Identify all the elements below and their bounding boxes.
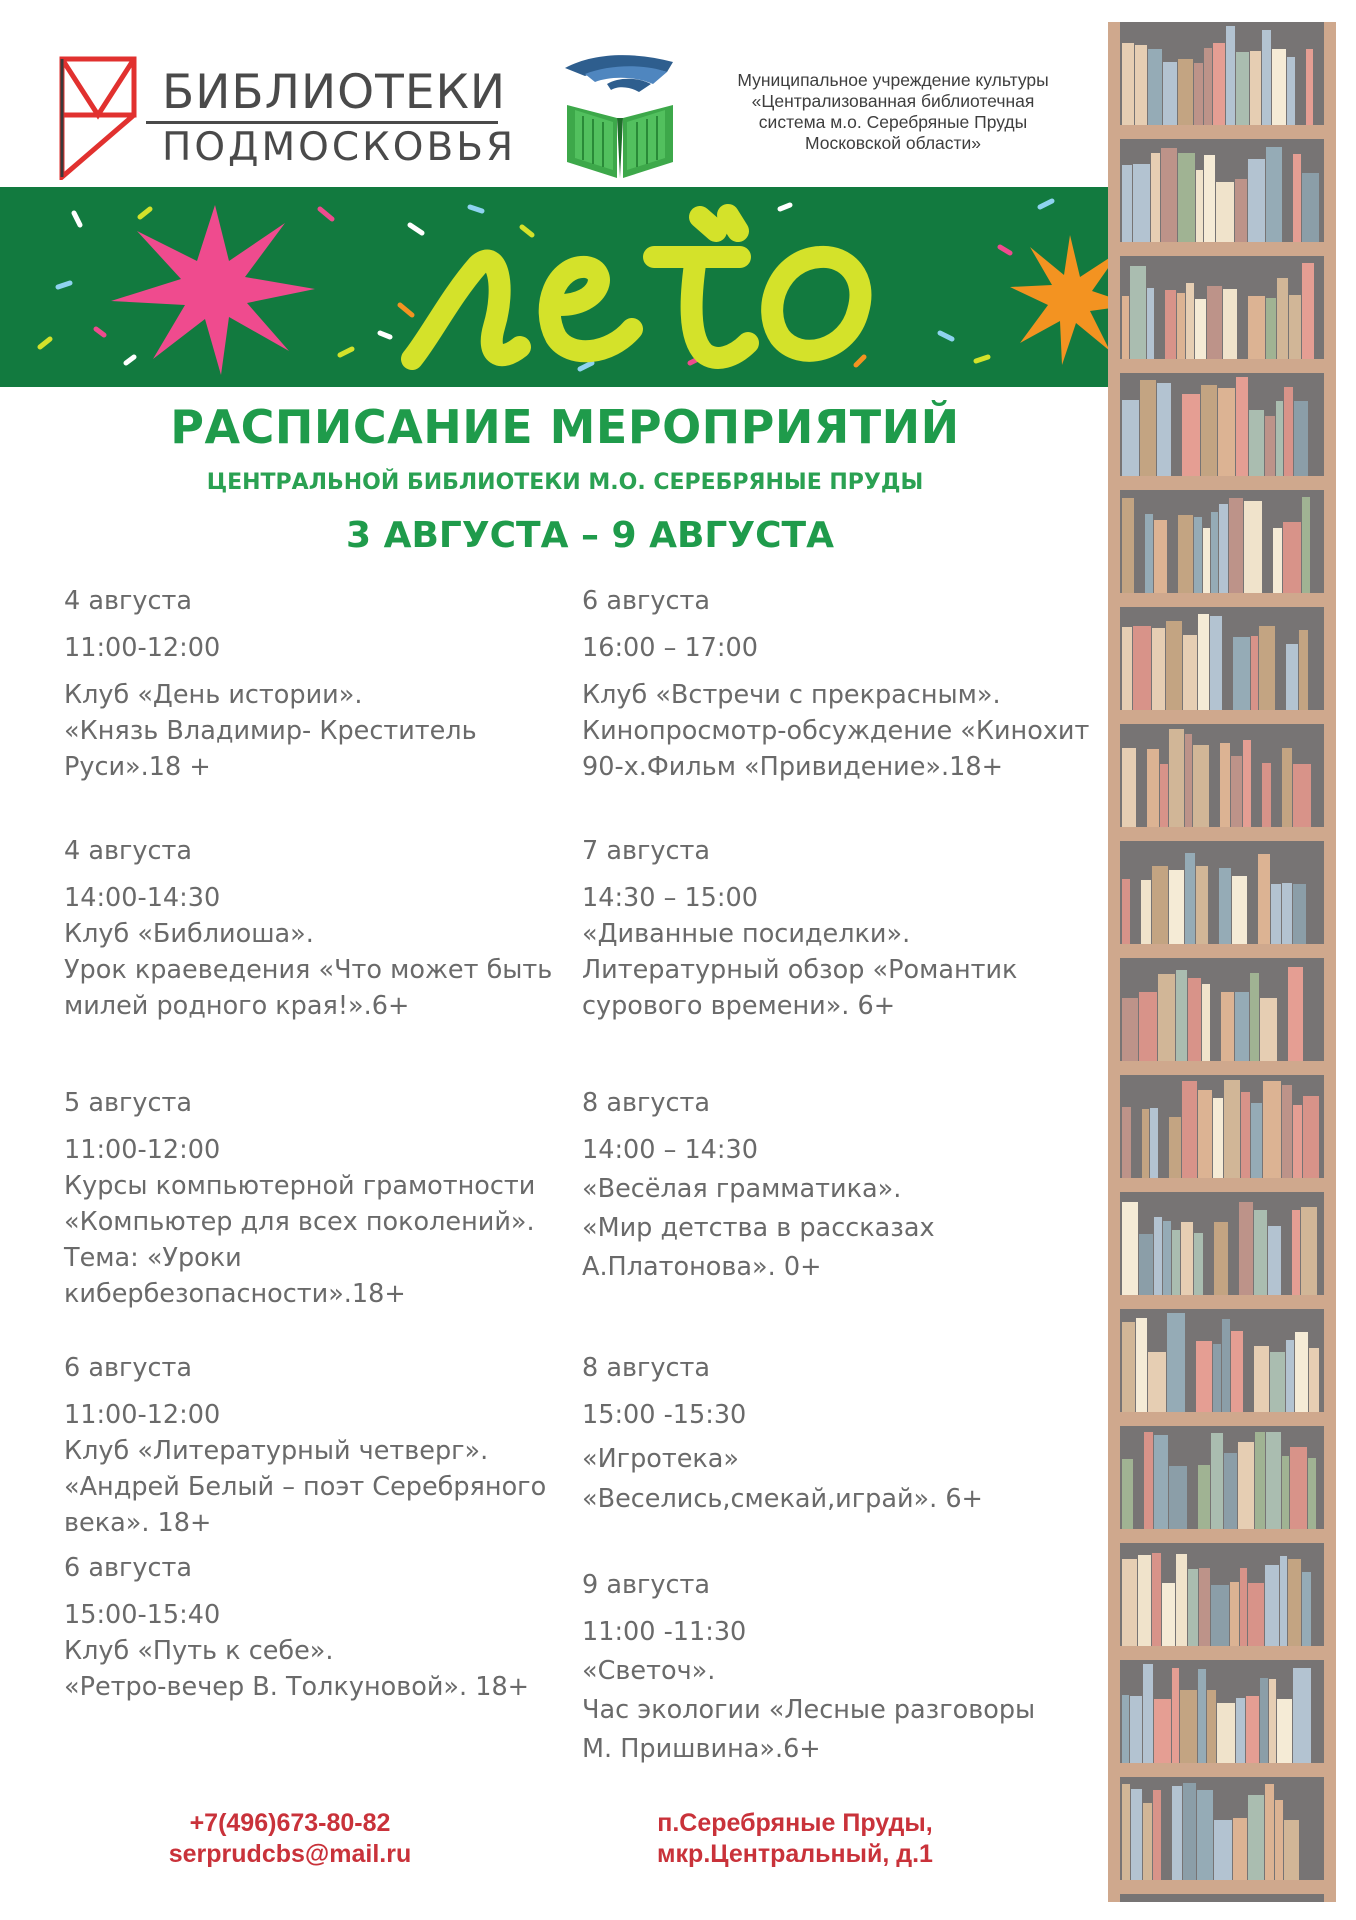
event-date: 8 августа: [582, 1088, 710, 1118]
event-time: 11:00-12:00: [64, 633, 221, 663]
event-description: Тема: «Уроки: [64, 1243, 242, 1273]
event-description: «Весёлая грамматика».: [582, 1174, 902, 1204]
event-description: «Мир детства в рассказах: [582, 1213, 935, 1243]
event-date: 4 августа: [64, 586, 192, 616]
date-range: 3 АВГУСТА – 9 АВГУСТА: [346, 515, 834, 556]
event-card: [582, 1567, 1092, 1769]
summer-banner: [0, 187, 1108, 387]
library-logo: [58, 55, 517, 180]
event-description: сурового времени». 6+: [582, 991, 896, 1021]
library-name-divider: [146, 121, 498, 124]
event-description: Час экологии «Лесные разговоры: [582, 1695, 1036, 1725]
event-description: Литературный обзор «Романтик: [582, 955, 1018, 985]
address-line: п.Серебряные Пруды,: [657, 1809, 933, 1837]
event-time: 14:30 – 15:00: [582, 883, 758, 913]
contact-info: [160, 1808, 420, 1870]
event-card: [64, 1085, 544, 1312]
institution-name: [688, 70, 1098, 154]
summer-lettering: [412, 215, 860, 359]
event-description: Кинопросмотр-обсуждение «Кинохит: [582, 716, 1090, 746]
pink-star-icon: [111, 205, 315, 375]
event-time: 16:00 – 17:00: [582, 633, 758, 663]
orange-star-icon: [1010, 235, 1108, 365]
open-book-emblem-icon: [555, 50, 685, 182]
event-time: 11:00-12:00: [64, 1135, 221, 1165]
page-title: РАСПИСАНИЕ МЕРОПРИЯТИЙ: [170, 400, 960, 454]
event-description: Клуб «Встречи с прекрасным».: [582, 680, 1001, 710]
summer-banner-art: [0, 187, 1108, 387]
institution-line: система м.о. Серебряные Пруды: [758, 112, 1028, 132]
event-card: [582, 833, 1092, 1024]
event-date: 6 августа: [582, 586, 710, 616]
event-card: [64, 583, 544, 785]
event-description: Клуб «День истории».: [64, 680, 363, 710]
event-description: «Компьютер для всех поколений».: [64, 1207, 535, 1237]
phone-number: +7(496)673-80-82: [189, 1809, 391, 1837]
page-subtitle: ЦЕНТРАЛЬНОЙ БИБЛИОТЕКИ М.О. СЕРЕБРЯНЫЕ ПРУДЫ: [206, 470, 924, 495]
event-description: Клуб «Путь к себе».: [64, 1636, 334, 1666]
event-date: 5 августа: [64, 1088, 192, 1118]
event-description: 90-х.Фильм «Привидение».18+: [582, 752, 1003, 782]
event-description: Урок краеведения «Что может быть: [64, 955, 553, 985]
event-time: 14:00-14:30: [64, 883, 221, 913]
event-card: [582, 1350, 1092, 1519]
event-description: «Князь Владимир- Креститель: [64, 716, 477, 746]
address-line: мкр.Центральный, д.1: [657, 1840, 933, 1868]
event-card: [64, 833, 553, 1024]
event-description: «Андрей Белый – поэт Серебряного: [64, 1472, 547, 1502]
library-name-line2: ПОДМОСКОВЬЯ: [162, 125, 517, 170]
event-description: «Диванные посиделки».: [582, 919, 911, 949]
bookshelf-decoration: [1108, 22, 1336, 1902]
event-date: 8 августа: [582, 1353, 710, 1383]
address-info: [655, 1808, 935, 1870]
institution-line: Муниципальное учреждение культуры: [737, 70, 1049, 90]
event-time: 15:00 -15:30: [582, 1400, 747, 1430]
event-card: [64, 1350, 547, 1541]
email-address: serprudcbs@mail.ru: [168, 1840, 412, 1868]
event-description: «Ретро-вечер В. Толкуновой». 18+: [64, 1672, 530, 1702]
event-date: 9 августа: [582, 1570, 710, 1600]
library-name-line1: БИБЛИОТЕКИ: [162, 65, 507, 120]
institution-line: «Централизованная библиотечная: [751, 91, 1035, 111]
event-description: «Светоч».: [582, 1656, 716, 1686]
event-date: 7 августа: [582, 836, 710, 866]
event-description: кибербезопасности».18+: [64, 1279, 406, 1309]
event-description: Клуб «Литературный четверг».: [64, 1436, 489, 1466]
event-date: 6 августа: [64, 1353, 192, 1383]
library-logo-mark-icon: [58, 55, 138, 180]
event-description: «Веселись,смекай,играй». 6+: [582, 1484, 983, 1514]
event-time: 11:00 -11:30: [582, 1617, 747, 1647]
event-time: 15:00-15:40: [64, 1600, 221, 1630]
event-time: 14:00 – 14:30: [582, 1135, 758, 1165]
event-description: «Игротека»: [582, 1444, 740, 1474]
event-date: 6 августа: [64, 1553, 192, 1583]
event-description: Курсы компьютерной грамотности: [64, 1171, 536, 1201]
event-card: [582, 1085, 1092, 1287]
event-description: милей родного края!».6+: [64, 991, 410, 1021]
event-time: 11:00-12:00: [64, 1400, 221, 1430]
event-card: [582, 583, 1092, 785]
event-date: 4 августа: [64, 836, 192, 866]
event-description: А.Платонова». 0+: [582, 1252, 822, 1282]
event-description: М. Пришвина».6+: [582, 1734, 821, 1764]
event-description: века». 18+: [64, 1508, 212, 1538]
event-card: [64, 1550, 544, 1705]
institution-line: Московской области»: [804, 133, 982, 153]
event-description: Клуб «Библиоша».: [64, 919, 314, 949]
event-description: Руси».18 +: [64, 752, 211, 782]
